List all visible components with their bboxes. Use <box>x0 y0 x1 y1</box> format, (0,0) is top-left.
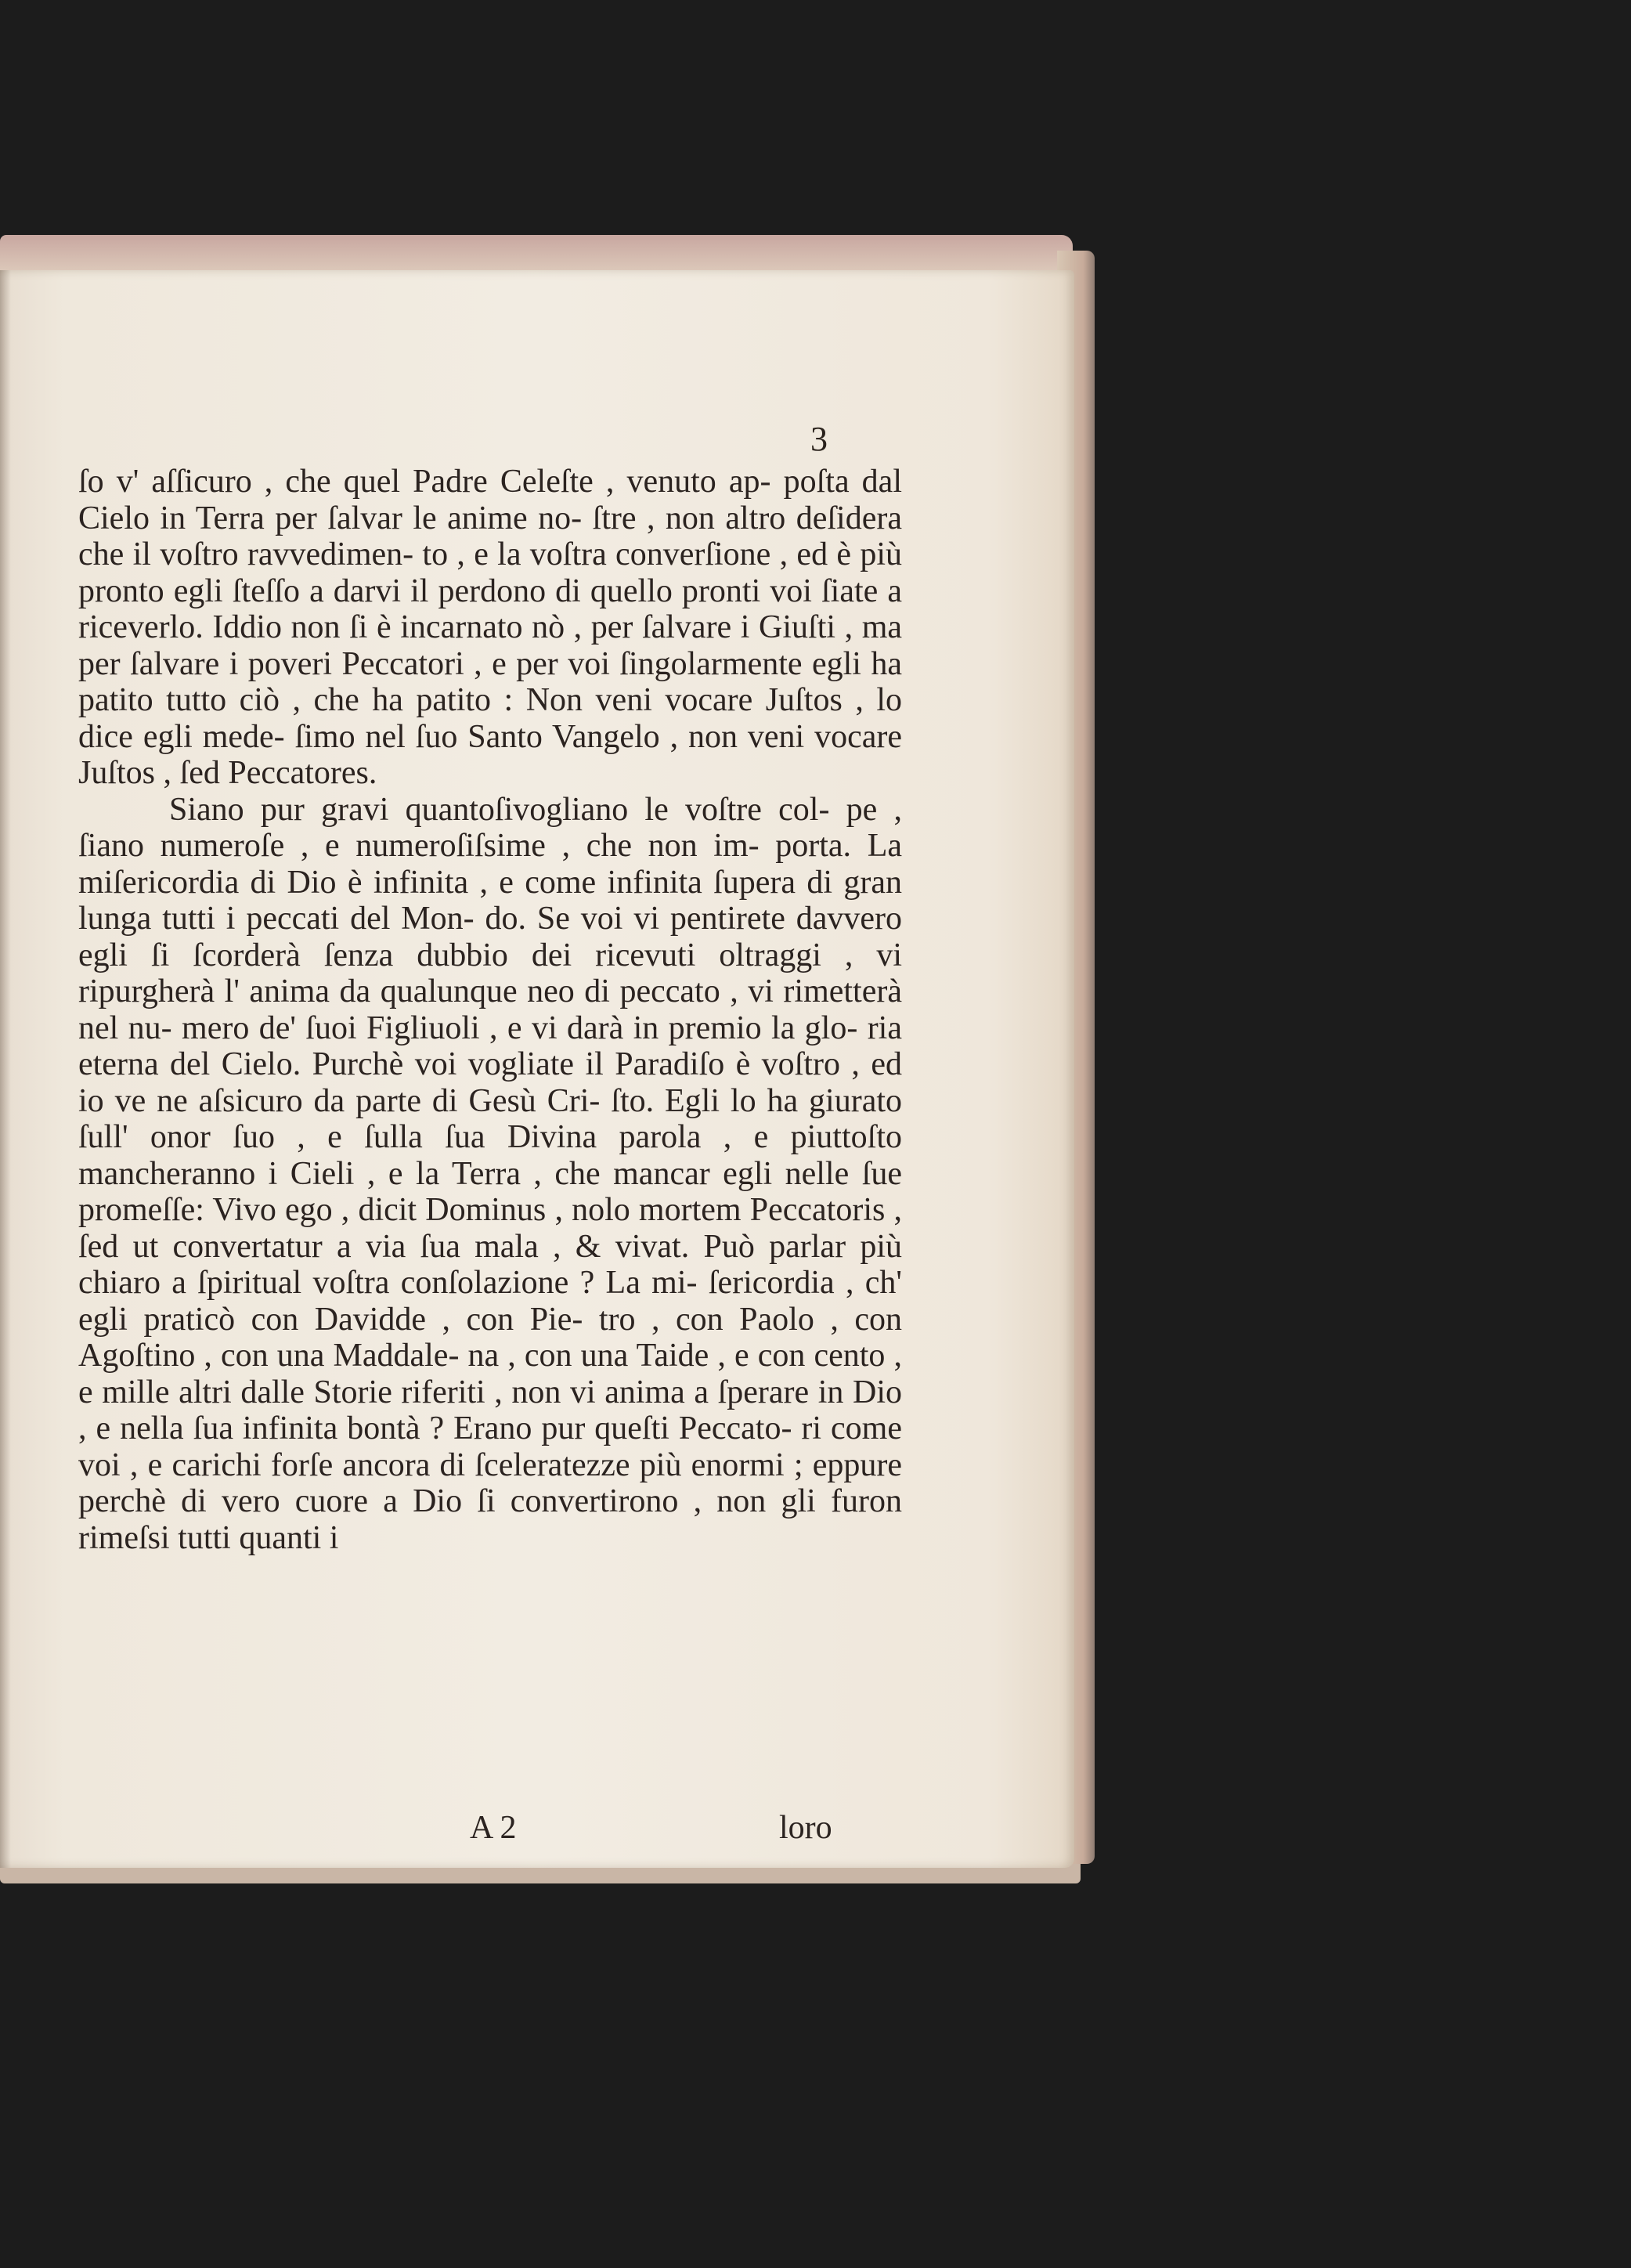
spine-shadow <box>0 270 11 1868</box>
page-footer <box>0 1809 1074 1848</box>
page-number: 3 <box>810 420 828 458</box>
body-text <box>78 464 902 1556</box>
paragraph-2: Siano pur gravi quantoſivogliano le voſtre col- pe , ſiano numeroſe , e numeroſiſsime , che non im- porta. La miſericordia di Dio è infinita , e come infinita ſupera di gran lunga tutti i peccati del Mon- do. Se voi vi pentirete davvero egli ſi ſcorderà ſenza dubbio dei ricevuti oltraggi , vi ripurgherà l' anima da qualunque neo di peccato , vi rimetterà nel nu- mero de' ſuoi Figliuoli , e vi darà in premio la glo- ria eterna del Cielo. Purchè voi vogliate il Paradiſo è voſtro , ed io ve ne aſsicuro da parte di Gesù Cri- ſto. Egli lo ha giurato ſull' onor ſuo , e ſulla ſua Divina parola , e piuttoſto mancheranno i Cieli , e la Terra , che mancar egli nelle ſue promeſſe: Vivo ego , dicit Dominus , nolo mortem Peccatoris , ſed ut convertatur a via ſua mala , & vivat. Può parlar più chiaro a ſpiritual voſtra conſolazione ? La mi- ſericordia , ch' egli praticò con Davidde , con Pie- tro , con Paolo , con Agoſtino , con una Maddale- na , con una Taide , e con cento , e mille altri dalle Storie riferiti , non vi anima a ſperare in Dio , e nella ſua infinita bontà ? Erano pur queſti Peccato- ri come voi , e carichi forſe ancora di ſceleratezze più enormi ; eppure perchè di vero cuore a Dio ſi convertirono , non gli furon rimeſsi tutti quanti i <box>78 791 902 1556</box>
paragraph-1: ſo v' aſſicuro , che quel Padre Celeſte , venuto ap- poſta dal Cielo in Terra per ſalvar le anime no- ſtre , non altro deſidera che il voſtro ravvedimen- to , e la voſtra converſione , ed è più pronto egli ſteſſo a darvi il perdono di quello pronti voi ſiate a riceverlo. Iddio non ſi è incarnato nò , per ſalvare i Giuſti , ma per ſalvare i poveri Peccatori , e per voi ſingolarmente egli ha patito tutto ciò , che ha patito : Non veni vocare Juſtos , lo dice egli mede- ſimo nel ſuo Santo Vangelo , non veni vocare Juſtos , ſed Peccatores. <box>78 464 902 791</box>
catchword: loro <box>779 1810 832 1846</box>
signature-mark: A 2 <box>470 1810 517 1846</box>
